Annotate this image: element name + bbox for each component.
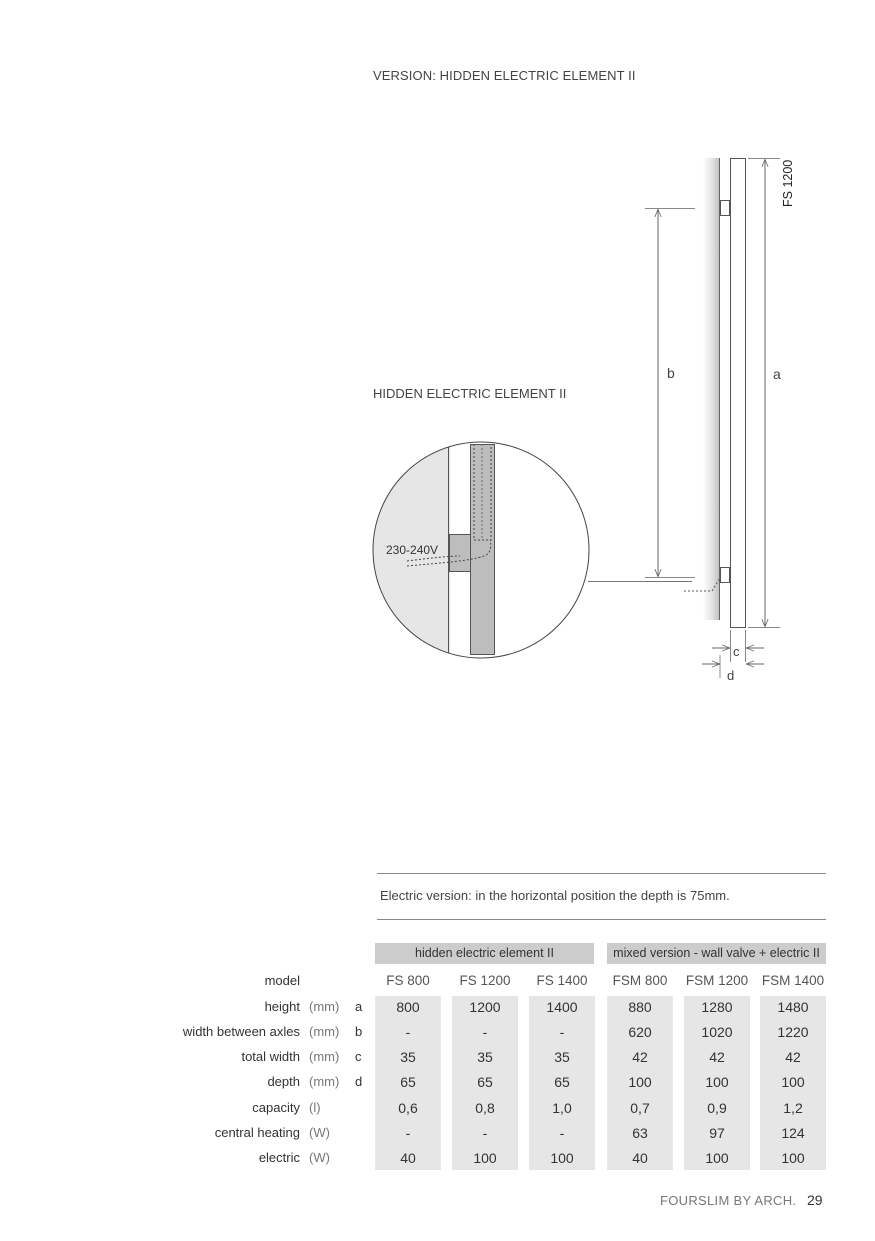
row-unit: (W)	[309, 1125, 330, 1140]
row-label: height	[264, 999, 300, 1014]
footer-brand: FOURSLIM BY ARCH.	[660, 1193, 797, 1208]
table-cell: 100	[473, 1150, 497, 1166]
row-unit: (W)	[309, 1150, 330, 1165]
table-cell: 620	[628, 1024, 652, 1040]
table-cell: 35	[554, 1049, 570, 1065]
model-cell: FS 800	[386, 973, 430, 988]
row-label: total width	[241, 1049, 300, 1064]
model-cell: FS 1400	[536, 973, 588, 988]
model-cell: FSM 800	[612, 973, 668, 988]
row-label: central heating	[214, 1125, 300, 1140]
table-cell: -	[559, 1024, 565, 1040]
table-cell: 40	[400, 1150, 416, 1166]
table-cell: 100	[781, 1074, 805, 1090]
table-cell: 40	[632, 1150, 648, 1166]
row-unit: (mm)	[309, 1049, 340, 1064]
dimension-d-label: d	[727, 668, 735, 683]
table-cell: 1480	[777, 999, 809, 1015]
table-cell: -	[482, 1125, 488, 1141]
dimension-c-label: c	[733, 644, 740, 659]
table-cell: 124	[781, 1125, 805, 1141]
table-cell: 0,9	[707, 1100, 727, 1116]
table-cell: 1,2	[783, 1100, 803, 1116]
row-unit: (mm)	[309, 999, 340, 1014]
dimension-b-label: b	[667, 365, 675, 381]
table-cell: 0,6	[398, 1100, 418, 1116]
table-cell: 1400	[546, 999, 578, 1015]
table-cell: 100	[705, 1150, 729, 1166]
table-cell: 63	[632, 1125, 648, 1141]
model-label: FS 1200	[781, 159, 795, 207]
table-cell: 42	[785, 1049, 801, 1065]
table-cell: 97	[709, 1125, 725, 1141]
table-cell: 100	[781, 1150, 805, 1166]
row-unit: (l)	[309, 1100, 321, 1115]
group-header-hidden-electric: hidden electric element II	[375, 943, 594, 964]
table-cell: 1020	[701, 1024, 733, 1040]
table-cell: -	[405, 1024, 411, 1040]
table-cell: 1220	[777, 1024, 809, 1040]
note-text: Electric version: in the horizontal position the depth is 75mm.	[380, 888, 730, 903]
row-unit: (mm)	[309, 1074, 340, 1089]
model-cell: FSM 1200	[685, 973, 749, 988]
detail-title: HIDDEN ELECTRIC ELEMENT II	[373, 386, 567, 401]
table-cell: 35	[477, 1049, 493, 1065]
model-cell: FS 1200	[459, 973, 511, 988]
wall	[703, 158, 720, 620]
table-cell: -	[482, 1024, 488, 1040]
radiator-column	[731, 159, 746, 628]
row-letter: b	[355, 1024, 363, 1039]
table-cell: 0,8	[475, 1100, 495, 1116]
table-cell: -	[559, 1125, 565, 1141]
table-cell: 35	[400, 1049, 416, 1065]
row-label: width between axles	[182, 1024, 300, 1039]
table-cell: 800	[396, 999, 420, 1015]
table-cell: 65	[554, 1074, 570, 1090]
bottom-bracket	[721, 568, 730, 583]
table-cell: 100	[705, 1074, 729, 1090]
row-label-model: model	[264, 973, 300, 988]
group-header-mixed-version: mixed version - wall valve + electric II	[607, 943, 826, 964]
table-cell: 42	[632, 1049, 648, 1065]
table-cell: 1200	[469, 999, 501, 1015]
version-title: VERSION: HIDDEN ELECTRIC ELEMENT II	[373, 68, 636, 83]
table-cell: 65	[477, 1074, 493, 1090]
page-number: 29	[807, 1192, 823, 1208]
row-label: capacity	[252, 1100, 300, 1115]
row-unit: (mm)	[309, 1024, 340, 1039]
table-cell: 100	[628, 1074, 652, 1090]
row-letter: d	[355, 1074, 363, 1089]
dimension-a-label: a	[773, 366, 781, 382]
table-cell: 65	[400, 1074, 416, 1090]
top-bracket	[721, 201, 730, 216]
row-letter: a	[355, 999, 363, 1014]
note-divider-top	[377, 873, 826, 874]
table-cell: 42	[709, 1049, 725, 1065]
row-label: electric	[258, 1150, 300, 1165]
bracket-section	[450, 535, 471, 572]
table-cell: 1,0	[552, 1100, 572, 1116]
table-cell: 1280	[701, 999, 733, 1015]
voltage-label: 230-240V	[386, 543, 439, 557]
table-cell: -	[405, 1125, 411, 1141]
table-cell: 100	[550, 1150, 574, 1166]
note-divider-bottom	[377, 919, 826, 920]
model-cell: FSM 1400	[761, 973, 825, 988]
row-letter: c	[355, 1049, 362, 1064]
row-label: depth	[267, 1074, 300, 1089]
table-cell: 0,7	[630, 1100, 650, 1116]
table-cell: 880	[628, 999, 652, 1015]
